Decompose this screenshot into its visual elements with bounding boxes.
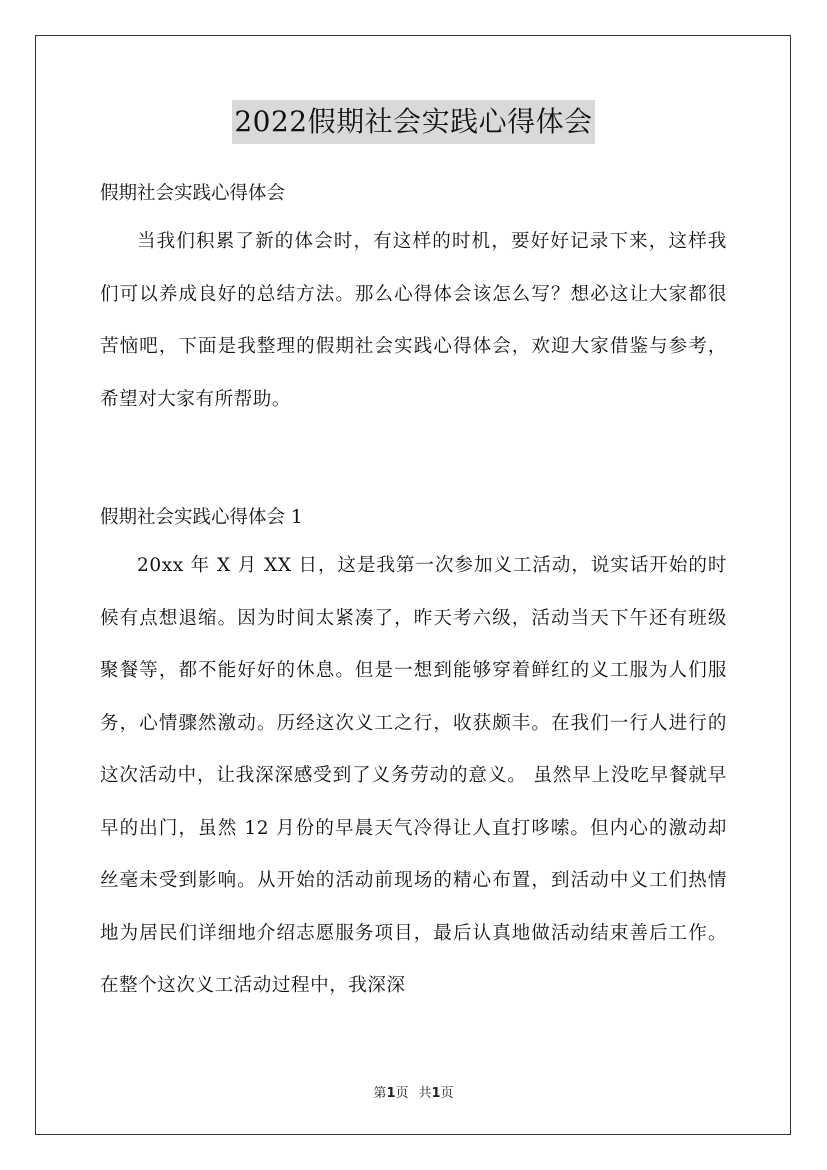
section1-paragraph: 20xx 年 X 月 XX 日，这是我第一次参加义工活动，说实话开始的时候有点想退缩。因为时间太紧凑了，昨天考六级，活动当天下午还有班级聚餐等，都不能好好的休息。但是一想到能够穿着鲜红的义工服为人们服务，心情骤然激动。历经这次义工之行，收获颇丰。在我们一行人进行的这次活动中，让我深深感受到了义务劳动的意义。 虽然早上没吃早餐就早早的出门，虽然 12 月份的早晨天气冷得让人直打哆嗦。但内心的激动却丝毫未受到影响。从开始的活动前现场的精心布置，到活动中义工们热情地为居民们详细地介绍志愿服务项目，最后认真地做活动结束善后工作。在整个这次义工活动过程中，我深深 <box>100 555 727 996</box>
document-body <box>100 172 727 1013</box>
page-suffix: 页 <box>395 1086 409 1101</box>
section-spacer <box>100 426 727 496</box>
total-prefix: 共 <box>418 1086 432 1101</box>
title-container <box>0 100 827 144</box>
page-current-number: 1 <box>386 1086 396 1101</box>
document-title: 2022假期社会实践心得体会 <box>232 100 594 144</box>
intro-heading: 假期社会实践心得体会 <box>100 183 286 204</box>
page-footer <box>0 1082 827 1101</box>
section1-heading: 假期社会实践心得体会 1 <box>100 507 303 528</box>
intro-paragraph: 当我们积累了新的体会时，有这样的时机，要好好记录下来，这样我们可以养成良好的总结方法。那么心得体会该怎么写？想必这让大家都很苦恼吧，下面是我整理的假期社会实践心得体会，欢迎大家借鉴与参考，希望对大家有所帮助。 <box>100 231 727 410</box>
page-prefix: 第 <box>373 1086 387 1101</box>
total-suffix: 页 <box>440 1086 454 1101</box>
page-total-number: 1 <box>431 1086 441 1101</box>
